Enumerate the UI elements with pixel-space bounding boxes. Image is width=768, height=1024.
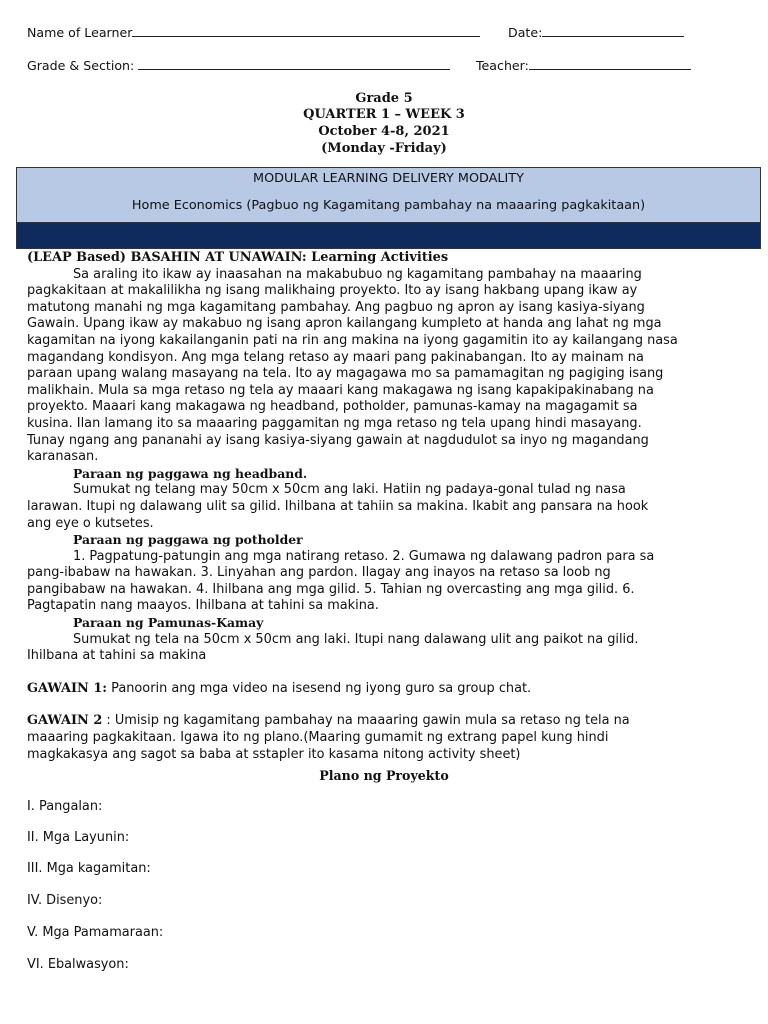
headband-title: Paraan ng paggawa ng headband. [73,465,308,481]
potholder-title: Paraan ng paggawa ng potholder [73,532,303,548]
intro-line: pagkakitaan at makalilikha ng isang malikhaing proyekto. Ito ay isang hakbang upang ikaw ay [27,283,638,299]
intro-line: magandang kondisyon. Ang mga telang retaso ay maari pang pakinabangan. Ito ay mainam na [27,349,644,365]
banner-navy-bar [17,222,760,248]
days-title: (Monday -Friday) [321,141,447,156]
teacher-blank[interactable] [529,58,691,70]
quarter-title: QUARTER 1 – WEEK 3 [303,107,465,122]
grade-section-field[interactable] [27,58,450,73]
intro-line: kagamitan na iyong kakailanganin pati na rin ang makina na iyong gagamitin ito ay kailangang nasa [27,332,678,348]
plan-item-pamamaraan: V. Mga Pamamaraan: [27,925,164,940]
date-range-title: October 4-8, 2021 [318,124,450,139]
intro-line: paraan upang walang masayang na tela. Ito ay magagawa mo sa pamamagitan ng pagiging isang [27,366,664,382]
intro-line: kusina. Ilan lamang ito sa maaaring paggamitan ng mga retaso ng tela upang hindi masayang. [27,415,642,431]
intro-line: Gawain. Upang ikaw ay makabuo ng isang apron kailangang kumpleto at handa ang lahat ng mga [27,316,662,332]
headband-title-text: Paraan ng paggawa ng headband [73,465,303,481]
potholder-line: Pagtapatin nang maayos. Ihilbana at tahini sa makina. [27,598,379,614]
learner-name-label: Name of Learner [27,25,133,40]
gawain2-line: magkakasya ang sagot sa baba at sstapler ito kasama nitong activity sheet) [27,746,521,762]
grade-section-blank[interactable] [138,58,450,70]
potholder-line: pangibabaw na hawakan. 4. Ihilbana ang mga gilid. 5. Tahian ng overcasting ang mga gilid. 6. [27,581,635,597]
grade-section-label: Grade & Section: [27,58,135,73]
plan-title: Plano ng Proyekto [319,768,449,783]
plan-item-pangalan: I. Pangalan: [27,799,103,814]
date-field[interactable] [508,25,684,40]
lesson-body [27,250,743,763]
subject-text: Home Economics (Pagbuo ng Kagamitang pambahay na maaaring pagkakitaan) [131,198,646,213]
teacher-label: Teacher: [476,58,529,73]
gawain2-line: maaaring pagkakitaan. Igawa ito ng plano.(Maaring gumamit ng extrang papel kung hindi [27,730,609,746]
gawain2-line: : Umisip ng kagamitang pambahay na maaaring gawin mula sa retaso ng tela na [102,713,630,729]
modality-banner [16,167,761,249]
pamunas-title: Paraan ng Pamunas-Kamay [73,615,264,631]
learner-name-blank[interactable] [132,25,480,37]
gawain2 [27,713,743,730]
intro-line: Tunay ngang ang pananahi ay isang kasiya-siyang gawain at nagdudulot sa inyo ng magandang [27,432,649,448]
potholder-line: pang-ibabaw na hawakan. 3. Linyahan ang pardon. Ilagay ang inayos na retaso sa loob ng [27,565,611,581]
section-heading: (LEAP Based) BASAHIN AT UNAWAIN: Learning Activities [27,250,449,265]
grade-title: Grade 5 [355,91,413,106]
pamunas-line: Ihilbana at tahini sa makina [27,648,207,664]
gawain2-label: GAWAIN 2 [27,713,103,729]
plan-item-kagamitan: III. Mga kagamitan: [27,861,151,876]
plan-item-disenyo: IV. Disenyo: [27,893,103,908]
intro-line: proyekto. Maaari kang makagawa ng headband, potholder, pamunas-kamay na magagamit sa [27,399,638,415]
learner-name-field[interactable] [27,25,480,40]
intro-line: karanasan. [27,449,99,465]
intro-line: malikhain. Mula sa mga retaso ng tela ay maaari kang makagawa ng isang kapakipakinabang na [27,382,654,398]
potholder-line: 1. Pagpatung-patungin ang mga natirang retaso. 2. Gumawa ng dalawang padron para sa [73,548,655,564]
modality-text: MODULAR LEARNING DELIVERY MODALITY [253,171,524,186]
headband-line: larawan. Itupi ng dalawang ulit sa gilid. Ihilbana at tahiin sa makina. Ikabit ang pansara na hook [27,498,649,514]
plan-item-layunin: II. Mga Layunin: [27,830,130,845]
date-label: Date: [508,25,543,40]
gawain1-label: GAWAIN 1: [27,680,108,696]
headband-line: ang eye o kutsetes. [27,515,154,531]
pamunas-line: Sumukat ng tela na 50cm x 50cm ang laki. Itupi nang dalawang ulit ang paikot na gilid. [73,631,639,647]
banner-band [17,168,760,222]
intro-line: matutong manahi ng mga kagamitang pambahay. Ang pagbuo ng apron ay isang kasiya-siyang [27,299,645,315]
plan-item-ebalwasyon: VI. Ebalwasyon: [27,957,129,972]
headband-line: Sumukat ng telang may 50cm x 50cm ang laki. Hatiin ng padaya-gonal tulad ng nasa [73,482,626,498]
teacher-field[interactable] [476,58,691,73]
date-blank[interactable] [542,25,684,37]
intro-line: Sa araling ito ikaw ay inaasahan na makabubuo ng kagamitang pambahay na maaaring [73,266,642,282]
gawain1-text: Panoorin ang mga video na isesend ng iyong guro sa group chat. [107,680,532,696]
gawain1 [27,681,743,698]
